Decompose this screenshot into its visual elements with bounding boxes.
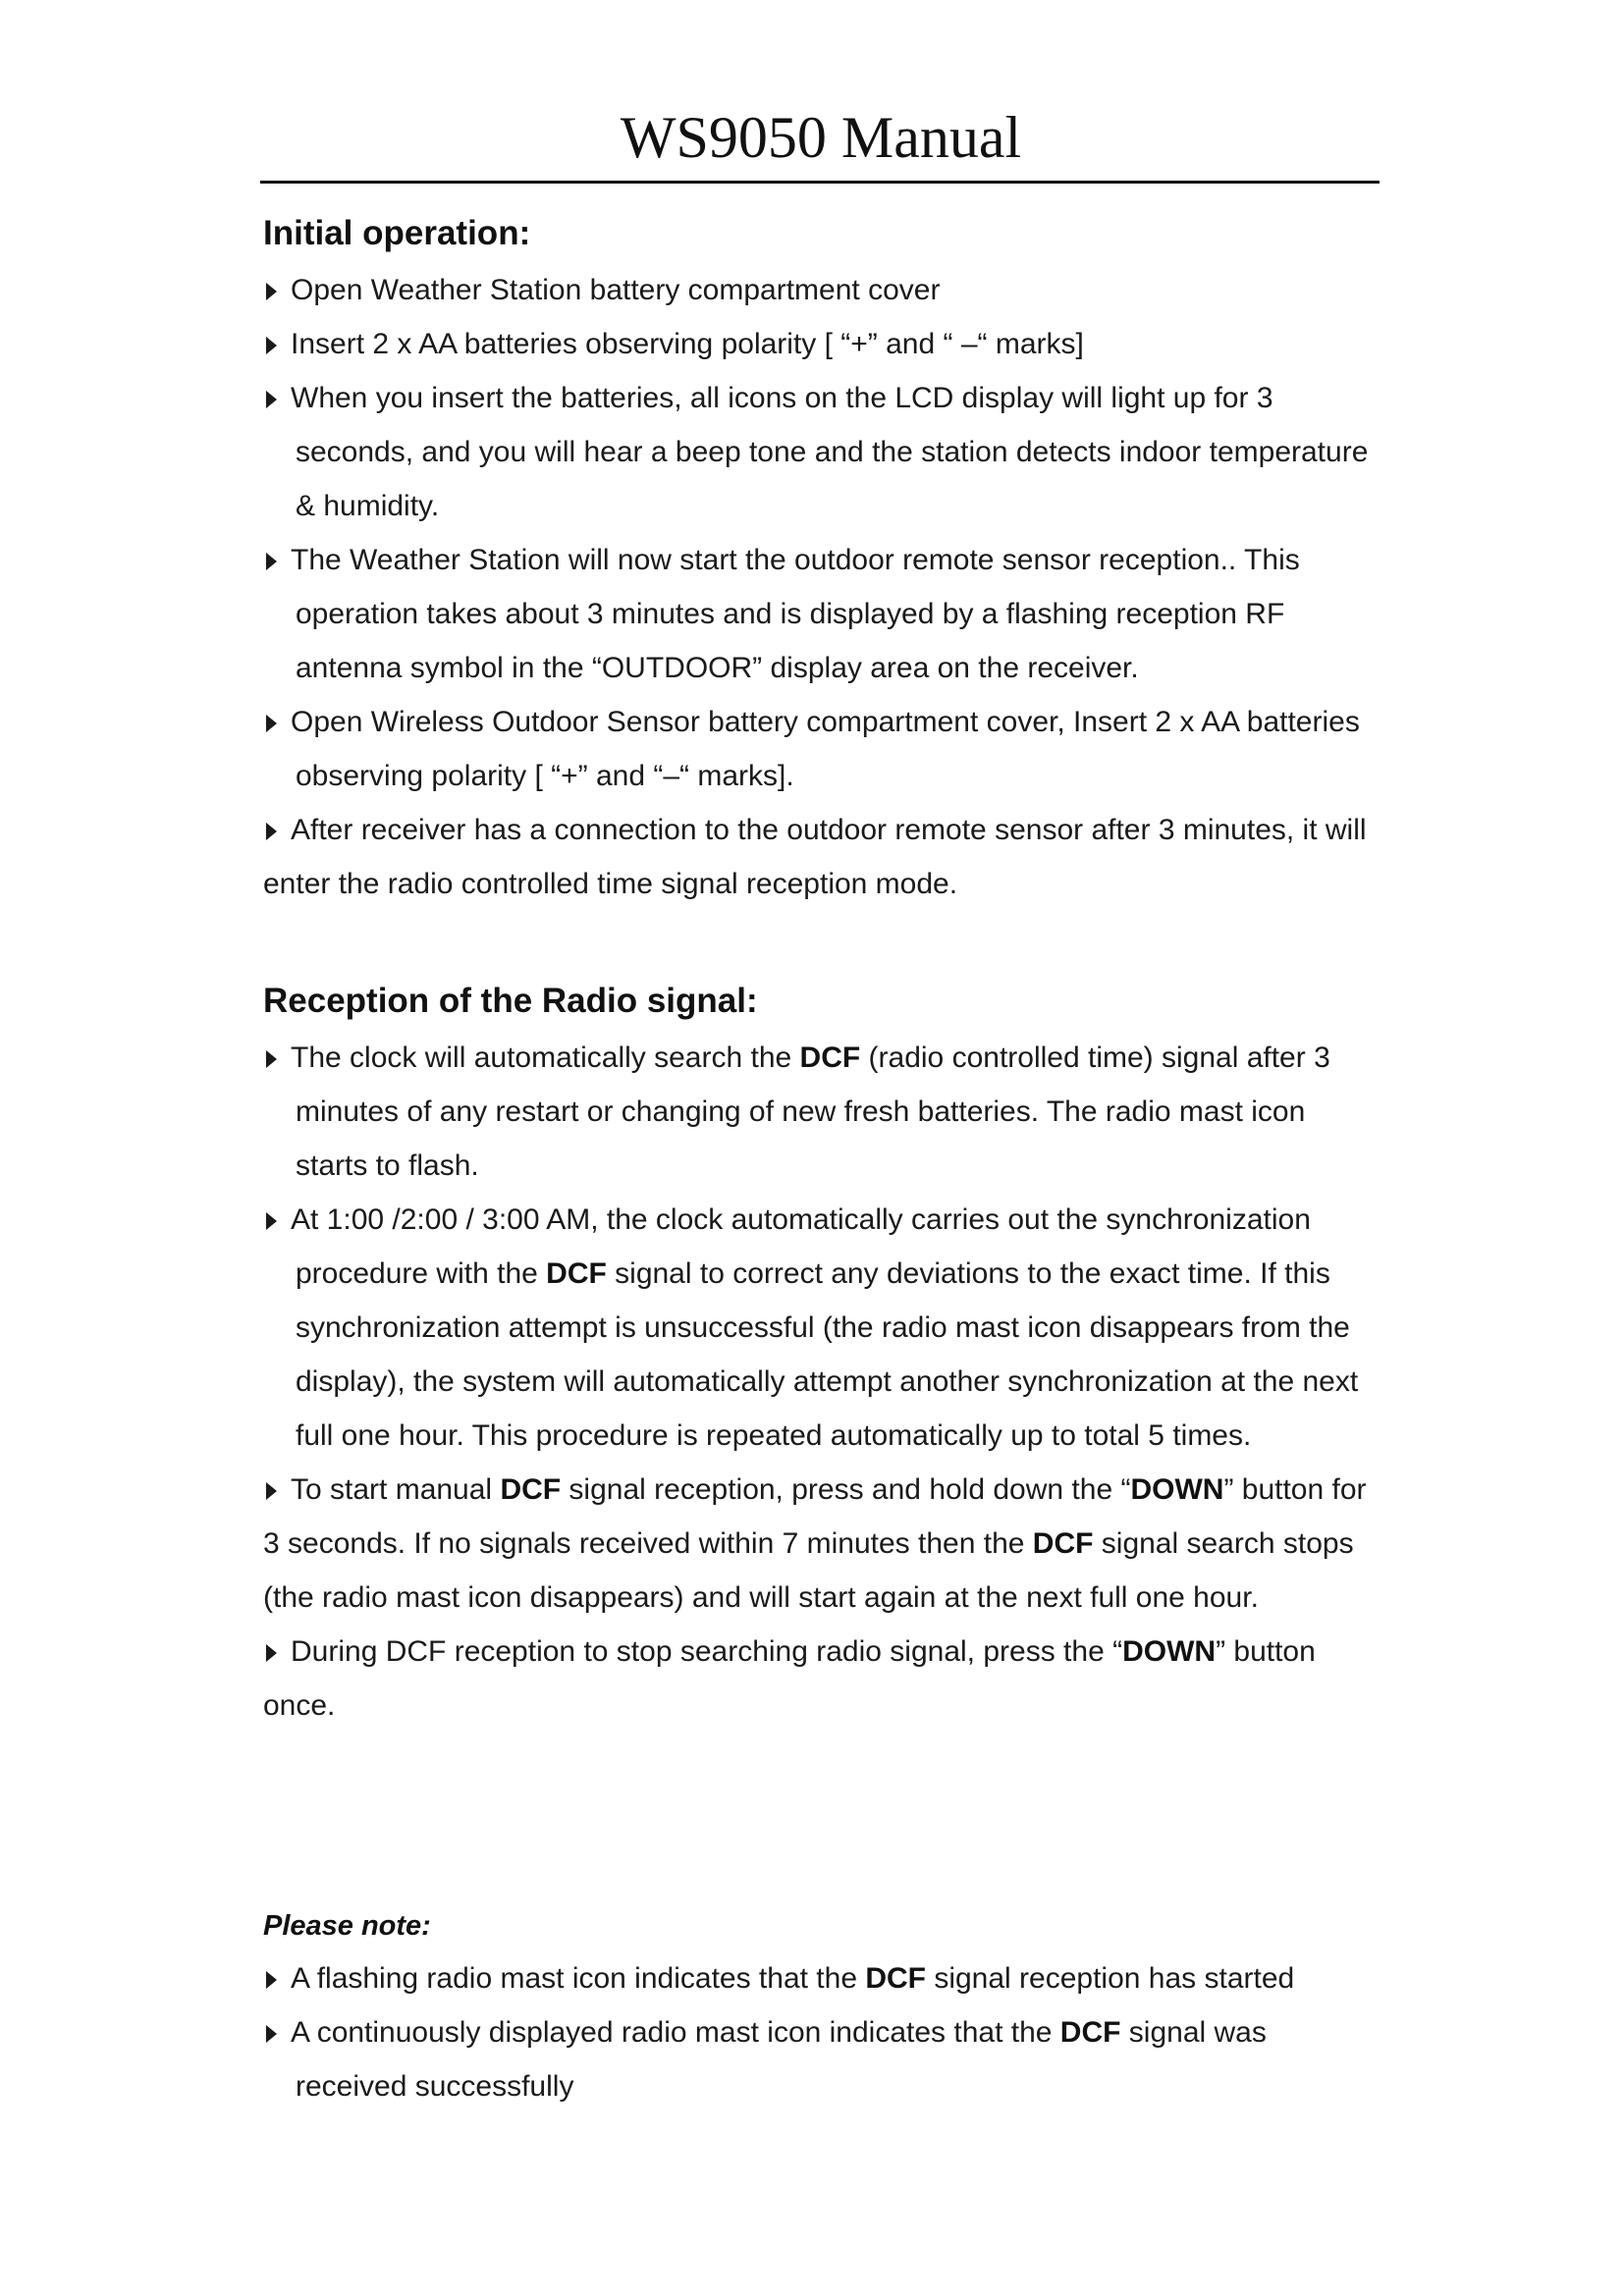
bullet-arrow-icon bbox=[266, 1971, 277, 1989]
list-item: A flashing radio mast icon indicates that the DCF signal reception has started bbox=[263, 1951, 1382, 2005]
radio-signal-heading: Reception of the Radio signal: bbox=[263, 982, 758, 1020]
list-item: At 1:00 /2:00 / 3:00 AM, the clock automatically carries out the synchronization procedure with the DCF signal to correct any deviations to the exact time. If this synchronization attempt is unsuccessful (the radio mast icon disappears from the display), the system will automatically attempt another synchronization at the next full one hour. This procedure is repeated automatically up to total 5 times. bbox=[263, 1193, 1382, 1463]
bullet-arrow-icon bbox=[266, 553, 277, 570]
bullet-arrow-icon bbox=[266, 283, 277, 300]
please-note-section bbox=[263, 1908, 1382, 2113]
list-item: To start manual DCF signal reception, press and hold down the “DOWN” button for 3 seconds. If no signals received within 7 minutes then the DCF signal search stops (the radio mast icon disappears) and will start again at the next full one hour. bbox=[263, 1473, 1367, 1614]
bullet-arrow-icon bbox=[266, 715, 277, 732]
bullet-arrow-icon bbox=[266, 1050, 277, 1068]
bullet-arrow-icon bbox=[266, 1212, 277, 1230]
please-note-heading: Please note: bbox=[263, 1910, 431, 1942]
bullet-arrow-icon bbox=[266, 1644, 277, 1662]
list-item: Insert 2 x AA batteries observing polarity [ “+” and “ –“ marks] bbox=[263, 317, 1382, 371]
initial-operation-section bbox=[263, 214, 1382, 911]
bullet-arrow-icon bbox=[266, 1482, 277, 1500]
radio-signal-section bbox=[263, 982, 1382, 1733]
title-divider bbox=[260, 181, 1380, 184]
list-item: Open Wireless Outdoor Sensor battery compartment cover, Insert 2 x AA batteries observing polarity [ “+” and “–“ marks]. bbox=[263, 695, 1382, 803]
list-item: A continuously displayed radio mast icon indicates that the DCF signal was received successfully bbox=[263, 2005, 1382, 2113]
list-item: The clock will automatically search the DCF (radio controlled time) signal after 3 minutes of any restart or changing of new fresh batteries. The radio mast icon starts to flash. bbox=[263, 1031, 1382, 1193]
page-title: WS9050 Manual bbox=[620, 105, 1022, 170]
list-item: When you insert the batteries, all icons on the LCD display will light up for 3 seconds, and you will hear a beep tone and the station detects indoor temperature & humidity. bbox=[263, 371, 1382, 533]
list-item: After receiver has a connection to the outdoor remote sensor after 3 minutes, it will enter the radio controlled time signal reception mode. bbox=[263, 814, 1367, 900]
bullet-arrow-icon bbox=[266, 823, 277, 840]
bullet-arrow-icon bbox=[266, 391, 277, 408]
bullet-arrow-icon bbox=[266, 2025, 277, 2043]
list-item: During DCF reception to stop searching radio signal, press the “DOWN” button once. bbox=[263, 1635, 1316, 1722]
bullet-arrow-icon bbox=[266, 337, 277, 354]
list-item: Open Weather Station battery compartment cover bbox=[263, 263, 1382, 317]
list-item: The Weather Station will now start the outdoor remote sensor reception.. This operation takes about 3 minutes and is displayed by a flashing reception RF antenna symbol in the “OUTDOOR” display area on the receiver. bbox=[263, 533, 1382, 695]
initial-operation-heading: Initial operation: bbox=[263, 214, 531, 252]
